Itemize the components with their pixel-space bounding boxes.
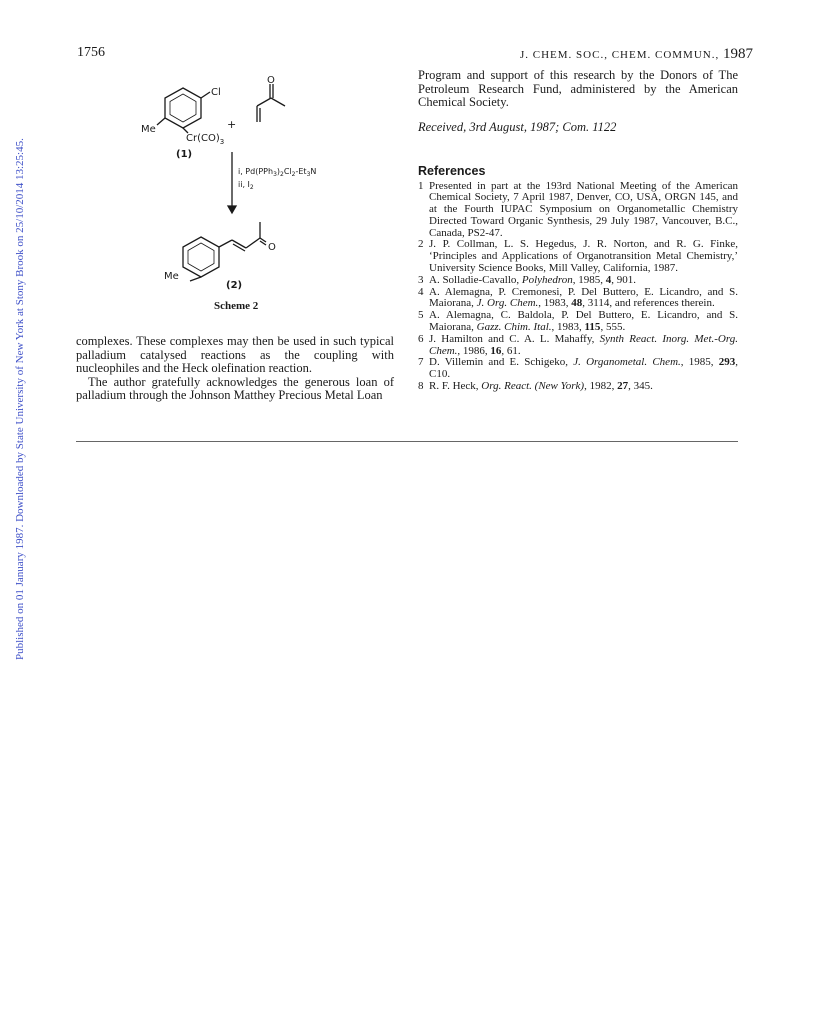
reference-item: 5 A. Alemagna, C. Baldola, P. Del Buttero, E. Licandro, and S. Maiorana, Gazz. Chim. Ital., 1983, 115, 555. (418, 309, 738, 334)
running-head (520, 46, 753, 63)
reference-item: 1 Presented in part at the 193rd National Meeting of the American Chemical Society, 7 April 1987, Denver, CO, USA, ORGN 145, and at the Fourth IUPAC Symposium on Organometallic Chemistry Directed Toward Organic Synthesis, 29 July 1987, Vancouver, B.C., Canada, PS2-47. (418, 179, 738, 239)
condition-i: i, $Pd(PPh_3)_2Cl_2-Et_3N$ (238, 167, 317, 178)
plus-sign: + (227, 118, 237, 131)
reference-item: 3 A. Solladie-Cavallo, Polyhedron, 1985, 4, 901. (418, 273, 637, 286)
body-paragraph-1: complexes. These complexes may then be used in such typical palladium catalysed reactions as the coupling with nucleophiles and the Heck olefination reaction. (76, 334, 394, 375)
left-column-text (76, 335, 394, 403)
bond-me-2 (190, 277, 201, 281)
received-date: Received, 3rd August, 1987; Com. 1122 (418, 119, 617, 134)
scheme-drawing (130, 70, 360, 320)
journal-year: 1987 (722, 46, 753, 62)
bond-ketone-vinyl (257, 98, 271, 106)
reference-item: 2 J. P. Collman, L. S. Hegedus, J. R. Norton, and R. G. Finke, ‘Principles and Applications of Organotransition Metal Chemistry,’ University Science Books, Mill Valley, California, 1987. (418, 238, 738, 275)
reaction-scheme (130, 70, 360, 320)
reference-item: 8 R. F. Heck, Org. React. (New York), 1982, 27, 345. (418, 380, 653, 393)
download-notice[interactable]: Published on 01 January 1987. Downloaded by State University of New York at Stony Brook on 25/10/2014 13:25:45. (14, 138, 26, 660)
label-compound-2: (2) (226, 280, 243, 291)
arene-inner-ring-2 (188, 243, 214, 271)
journal-name: J. CHEM. SOC., CHEM. COMMUN., (520, 49, 720, 61)
bond-ketone-methyl (271, 98, 285, 106)
bond-me-1 (157, 118, 165, 125)
label-compound-1: (1) (176, 149, 193, 160)
arene-inner-ring-1 (170, 94, 196, 122)
reaction-arrowhead (228, 206, 236, 213)
label-me-1: Me (141, 124, 156, 135)
page-divider (76, 441, 738, 442)
scheme-caption: Scheme 2 (214, 300, 259, 312)
label-cl: Cl (211, 87, 221, 98)
acknowledgement-text: Program and support of this research by the Donors of The Petroleum Research Fund, administered by the American Chemical Society. (418, 68, 738, 109)
bond-cl (201, 92, 210, 98)
reference-item: 4 A. Alemagna, P. Cremonesi, P. Del Buttero, E. Licandro, and S. Maiorana, J. Org. Chem., 1983, 48, 3114, and references therein. (418, 285, 738, 310)
label-o-1: O (267, 75, 275, 86)
bond-aryl-vinyl (219, 240, 232, 247)
bond-alkene-b (233, 244, 245, 251)
reference-item: 6 J. Hamilton and C. A. L. Mahaffy, Synth React. Inorg. Met.-Org. Chem., 1986, 16, 61. (418, 332, 738, 357)
reference-item: 7 D. Villemin and E. Schigeko, J. Organometal. Chem., 1985, 293, C10. (418, 356, 739, 381)
right-column (418, 69, 738, 393)
references-heading: References (418, 164, 486, 178)
page-number: 1756 (77, 45, 105, 60)
bond-alkene-carbonyl (246, 238, 260, 248)
label-me-2: Me (164, 271, 179, 282)
label-o-2: O (268, 242, 276, 253)
body-paragraph-2: The author gratefully acknowledges the generous loan of palladium through the Johnson Matthey Precious Metal Loan (76, 374, 394, 402)
condition-ii: ii, $I_2$ (238, 180, 254, 191)
label-cr: $Cr(CO)_3$ (186, 133, 225, 146)
references-list (418, 181, 738, 393)
